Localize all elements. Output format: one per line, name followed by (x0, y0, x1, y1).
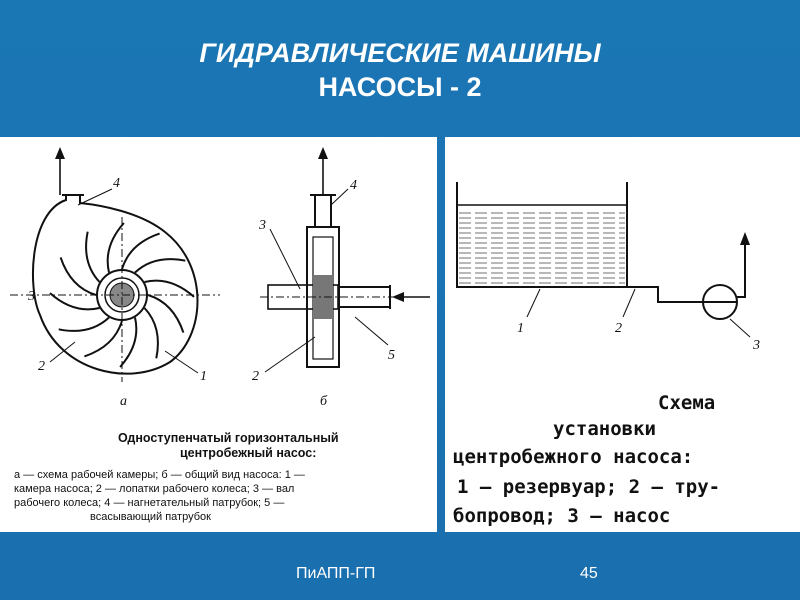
title-line-2: НАСОСЫ - 2 (318, 72, 482, 102)
label-b-2: 2 (252, 369, 259, 384)
label-a-2: 2 (38, 359, 45, 374)
view-b-label: б (320, 394, 328, 409)
label-b-4: 4 (350, 178, 357, 193)
impeller-blade (61, 257, 96, 295)
label-inst-3: 3 (753, 338, 760, 353)
reservoir (457, 182, 627, 287)
impeller-blade (50, 293, 100, 309)
impeller-blade (84, 321, 122, 356)
impeller-blade (145, 281, 195, 297)
title-line-1: ГИДРАВЛИЧЕСКИЕ МАШИНЫ (199, 38, 601, 68)
impeller-blade (148, 295, 183, 333)
impeller-blade (145, 308, 158, 358)
label-b-3: 3 (259, 218, 266, 233)
impeller-blade (86, 232, 99, 282)
impeller-blade (122, 234, 160, 269)
label-inst-1: 1 (517, 321, 524, 336)
impeller-blade (135, 259, 185, 272)
installation-diagram (445, 137, 800, 532)
impeller-blade (120, 318, 136, 368)
impeller-blade (108, 223, 124, 273)
pump-diagram-panel (0, 137, 437, 532)
label-a-1: 1 (200, 369, 207, 384)
installation-caption: Схема установки центробежного насоса: 1 — резервуар; 2 — тру- бопровод; 3 — насос (453, 392, 721, 527)
water-hatching (459, 213, 625, 283)
pipeline (627, 287, 703, 302)
installation-diagram-panel (445, 137, 800, 532)
footer-course: ПиАПП-ГП (296, 565, 376, 582)
label-a-4: 4 (113, 176, 120, 191)
label-b-5: 5 (388, 348, 395, 363)
label-a-3: 3 (28, 289, 35, 304)
slide-number: 45 (580, 565, 598, 582)
label-inst-2: 2 (615, 321, 622, 336)
slide-title (0, 36, 800, 104)
impeller-blade (59, 318, 109, 331)
view-a-label: а (120, 394, 127, 409)
caption-title: Одноступенчатый горизонтальный центробежный насос: (118, 431, 339, 460)
caption-body: а — схема рабочей камеры; б — общий вид насоса: 1 — камера насоса; 2 — лопатки рабочего колеса; 3 — вал рабочего колеса; 4 — нагнетательный патрубок; 5 — всасывающий патрубок (14, 469, 305, 523)
pump-diagram (0, 137, 437, 532)
